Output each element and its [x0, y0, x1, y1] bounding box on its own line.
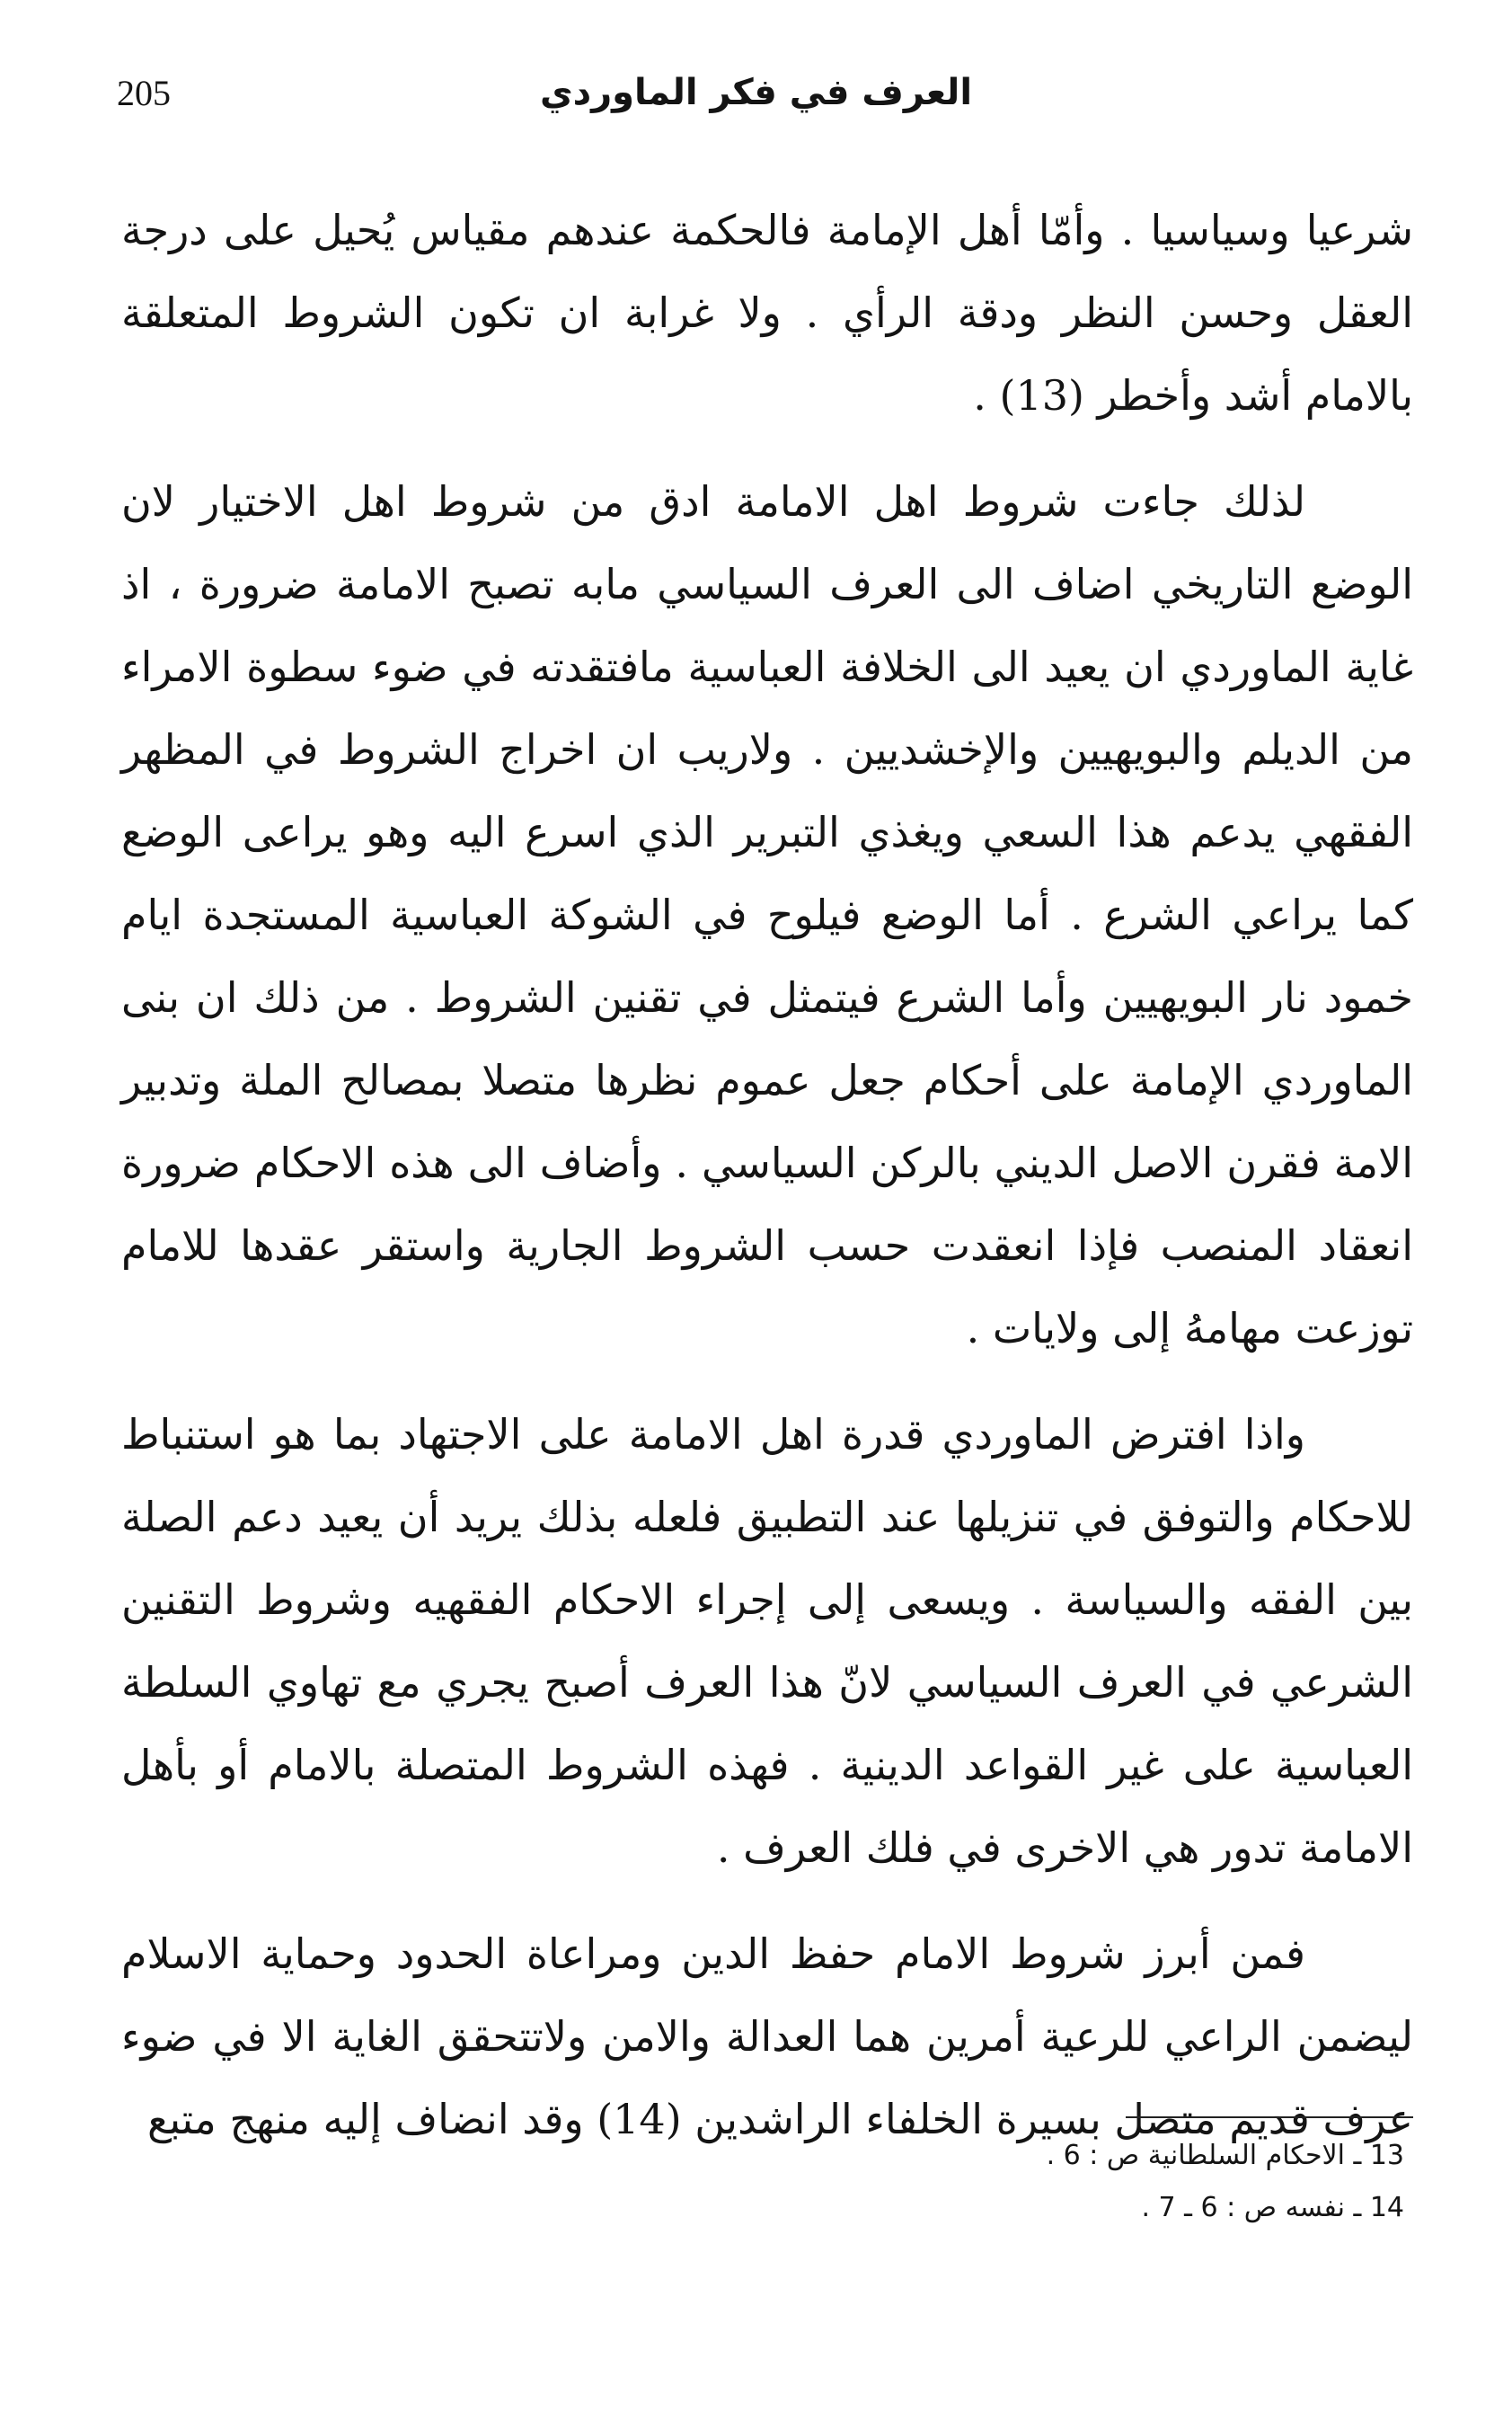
footnote: 13 ـ الاحكام السلطانية ص : 6 .	[1046, 2140, 1404, 2171]
page-header	[117, 72, 1395, 144]
footnote: 14 ـ نفسه ص : 6 ـ 7 .	[1141, 2192, 1404, 2223]
footnotes	[121, 2130, 1404, 2234]
running-title: العرف في فكر الماوردي	[539, 72, 973, 113]
paragraph: فمن أبرز شروط الامام حفظ الدين ومراعاة الحدود وحماية الاسلام ليضمن الراعي للرعية أمرين هما العدالة والامن ولاتتحقق الغاية الا في ضوء عرف قديم متصل بسيرة الخلفاء الراشدين (14) وقد انضاف إليه منهج متبع	[121, 1929, 1413, 2143]
page-number: 205	[117, 73, 171, 113]
paragraph: واذا افترض الماوردي قدرة اهل الامامة على الاجتهاد بما هو استنباط للاحكام والتوفق في تنزيلها عند التطبيق فلعله بذلك يريد أن يعيد دعم الصلة بين الفقه والسياسة . ويسعى إلى إجراء الاحكام الفقهيه وشروط التقنين الشرعي في العرف السياسي لانّ هذا العرف أصبح يجري مع تهاوي السلطة العباسية على غير القواعد الدينية . فهذه الشروط المتصلة بالامام أو بأهل الامامة تدور هي الاخرى في فلك العرف .	[121, 1410, 1413, 1872]
footnote-divider	[1126, 2116, 1413, 2118]
paragraph: لذلك جاءت شروط اهل الامامة ادق من شروط اهل الاختيار لان الوضع التاريخي اضاف الى العرف السياسي مابه تصبح الامامة ضرورة ، اذ غاية الماوردي ان يعيد الى الخلافة العباسية مافتقدته في ضوء سطوة الامراء من الديلم والبويهيين والإخشديين . ولاريب ان اخراج الشروط في المظهر الفقهي يدعم هذا السعي ويغذي التبرير الذي اسرع اليه وهو يراعى الوضع كما يراعي الشرع . أما الوضع فيلوح في الشوكة العباسية المستجدة ايام خمود نار البويهيين وأما الشرع فيتمثل في تقنين الشروط . من ذلك ان بنى الماوردي الإمامة على أحكام جعل عموم نظرها متصلا بمصالح الملة وتدبير الامة فقرن الاصل الديني بالركن السياسي . وأضاف الى هذه الاحكام ضرورة انعقاد المنصب فإذا انعقدت حسب الشروط الجارية واستقر عقدها للامام توزعت مهامهُ إلى ولايات .	[121, 477, 1413, 1352]
paragraph: شرعيا وسياسيا . وأمّا أهل الإمامة فالحكمة عندهم مقياس يُحيل على درجة العقل وحسن النظر ودقة الرأي . ولا غرابة ان تكون الشروط المتعلقة بالامام أشد وأخطر (13) .	[121, 206, 1413, 420]
main-text	[121, 189, 1413, 2184]
